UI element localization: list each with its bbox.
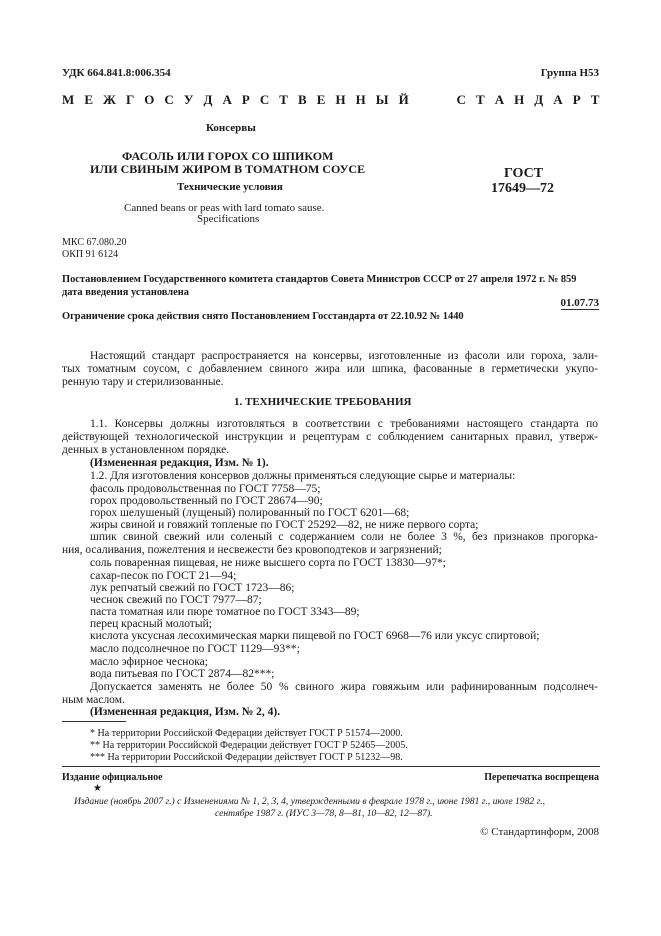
- material-item: масло эфирное чеснока;: [90, 656, 208, 668]
- title-line-1: ФАСОЛЬ ИЛИ ГОРОХ СО ШПИКОМ: [122, 149, 334, 163]
- decree-line-1: Постановлением Государственного комитета стандартов Совета Министров СССР от 27 апреля 1972 г. № 859: [62, 274, 577, 285]
- clause-1-1-line-3: денных в установленном порядке.: [62, 444, 230, 456]
- reprint-notice: Перепечатка воспрещена: [484, 772, 599, 783]
- edit-note-1: (Измененная редакция, Изм. № 1).: [90, 457, 269, 469]
- english-title-line-2: Specifications: [197, 213, 260, 225]
- footer-divider: [62, 766, 600, 767]
- title-line-2: ИЛИ СВИНЫМ ЖИРОМ В ТОМАТНОМ СОУСЕ: [90, 162, 366, 176]
- material-item: кислота уксусная лесохимическая марки пищевой по ГОСТ 6968—76 или уксус спиртовой;: [90, 630, 540, 642]
- intro-line-3: ренную тару и стерилизованные.: [62, 376, 224, 388]
- decree-line-2: дата введения установлена: [62, 287, 189, 298]
- introduction-date: 01.07.73: [560, 297, 599, 309]
- material-item: вода питьевая по ГОСТ 2874—82***;: [90, 668, 275, 680]
- edit-note-2: (Измененная редакция, Изм. № 2, 4).: [90, 706, 281, 718]
- material-item: жиры свиной и говяжий топленые по ГОСТ 25292—82, не ниже первого сорта;: [90, 519, 479, 531]
- official-edition-label: Издание официальное: [62, 772, 163, 783]
- english-title-line-1: Canned beans or peas with lard tomato sause.: [124, 202, 325, 214]
- gost-number: 17649—72: [491, 181, 554, 196]
- material-item: чеснок свежий по ГОСТ 7977—87;: [90, 594, 262, 606]
- okp-code: ОКП 91 6124: [62, 249, 119, 260]
- restriction-note: Ограничение срока действия снято Постановлением Госстандарта от 22.10.92 № 1440: [62, 311, 464, 322]
- gost-label: ГОСТ: [504, 166, 544, 181]
- material-item-shpik-line-1: шпик свиной свежий или соленый с содержанием соли не более 3 %, без признаков прогорка-: [90, 531, 598, 543]
- material-item: сахар-песок по ГОСТ 21—94;: [90, 570, 237, 582]
- udk-code: УДК 664.841.8:006.354: [62, 67, 171, 79]
- clause-1-2: 1.2. Для изготовления консервов должны применяться следующие сырье и материалы:: [90, 470, 516, 482]
- footnote: ** На территории Российской Федерации действует ГОСТ Р 52465—2005.: [90, 740, 408, 751]
- edition-info-line-2: сентябре 1987 г. (ИУС 3—78, 8—81, 10—82, 12—87).: [215, 808, 433, 819]
- substitution-note-line-1: Допускается заменять не более 50 % свиного жира говяжьим или рафинированным подсолнеч-: [90, 681, 598, 693]
- intro-line-1: Настоящий стандарт распространяется на консервы, изготовленные из фасоли или гороха, зали-: [90, 350, 598, 362]
- copyright: © Стандартинформ, 2008: [480, 826, 599, 838]
- material-item: паста томатная или пюре томатное по ГОСТ 3343—89;: [90, 606, 360, 618]
- subtitle: Технические условия: [177, 181, 283, 193]
- mks-code: МКС 67.080.20: [62, 237, 127, 248]
- material-item: горох продовольственный по ГОСТ 28674—90;: [90, 495, 323, 507]
- material-item: фасоль продовольственная по ГОСТ 7758—75;: [90, 483, 321, 495]
- footnote: * На территории Российской Федерации действует ГОСТ Р 51574—2000.: [90, 728, 403, 739]
- material-item: масло подсолнечное по ГОСТ 1129—93**;: [90, 643, 300, 655]
- material-item: перец красный молотый;: [90, 618, 212, 630]
- footnote: *** На территории Российской Федерации действует ГОСТ Р 51232—98.: [90, 752, 403, 763]
- edition-info-line-1: Издание (ноябрь 2007 г.) с Изменениями № 1, 2, 3, 4, утвержденными в феврале 1978 г., июне 1981 г., июле 1982 г.,: [74, 796, 546, 807]
- section-heading: 1. ТЕХНИЧЕСКИЕ ТРЕБОВАНИЯ: [234, 396, 412, 408]
- material-item: лук репчатый свежий по ГОСТ 1723—86;: [90, 582, 295, 594]
- clause-1-1-line-1: 1.1. Консервы должны изготовляться в соответствии с требованиями настоящего стандарта по: [90, 418, 598, 430]
- material-item: горох шелушеный (лущеный) полированный по ГОСТ 6201—68;: [90, 507, 410, 519]
- material-item: соль поваренная пищевая, не ниже высшего сорта по ГОСТ 13830—97*;: [90, 557, 446, 569]
- standard-banner: М Е Ж Г О С У Д А Р С Т В Е Н Н Ы Й С Т А Н Д А Р Т: [62, 92, 600, 107]
- footnote-separator: [62, 721, 126, 722]
- category: Консервы: [206, 122, 256, 134]
- material-item-shpik-line-2: ния, осаливания, пожелтения и несвежести без кровоподтеков и загрязнений;: [62, 544, 442, 556]
- intro-line-2: тых томатным соусом, с добавлением свиного жира или шпика, фасованные в герметически укупо-: [62, 363, 598, 375]
- clause-1-1-line-2: действующей технологической инструкции и рецептурам с соблюдением санитарных правил, утверж-: [62, 431, 598, 443]
- group-code: Группа Н53: [540, 67, 599, 79]
- star-icon: ★: [93, 783, 102, 794]
- substitution-note-line-2: ным маслом.: [62, 694, 125, 706]
